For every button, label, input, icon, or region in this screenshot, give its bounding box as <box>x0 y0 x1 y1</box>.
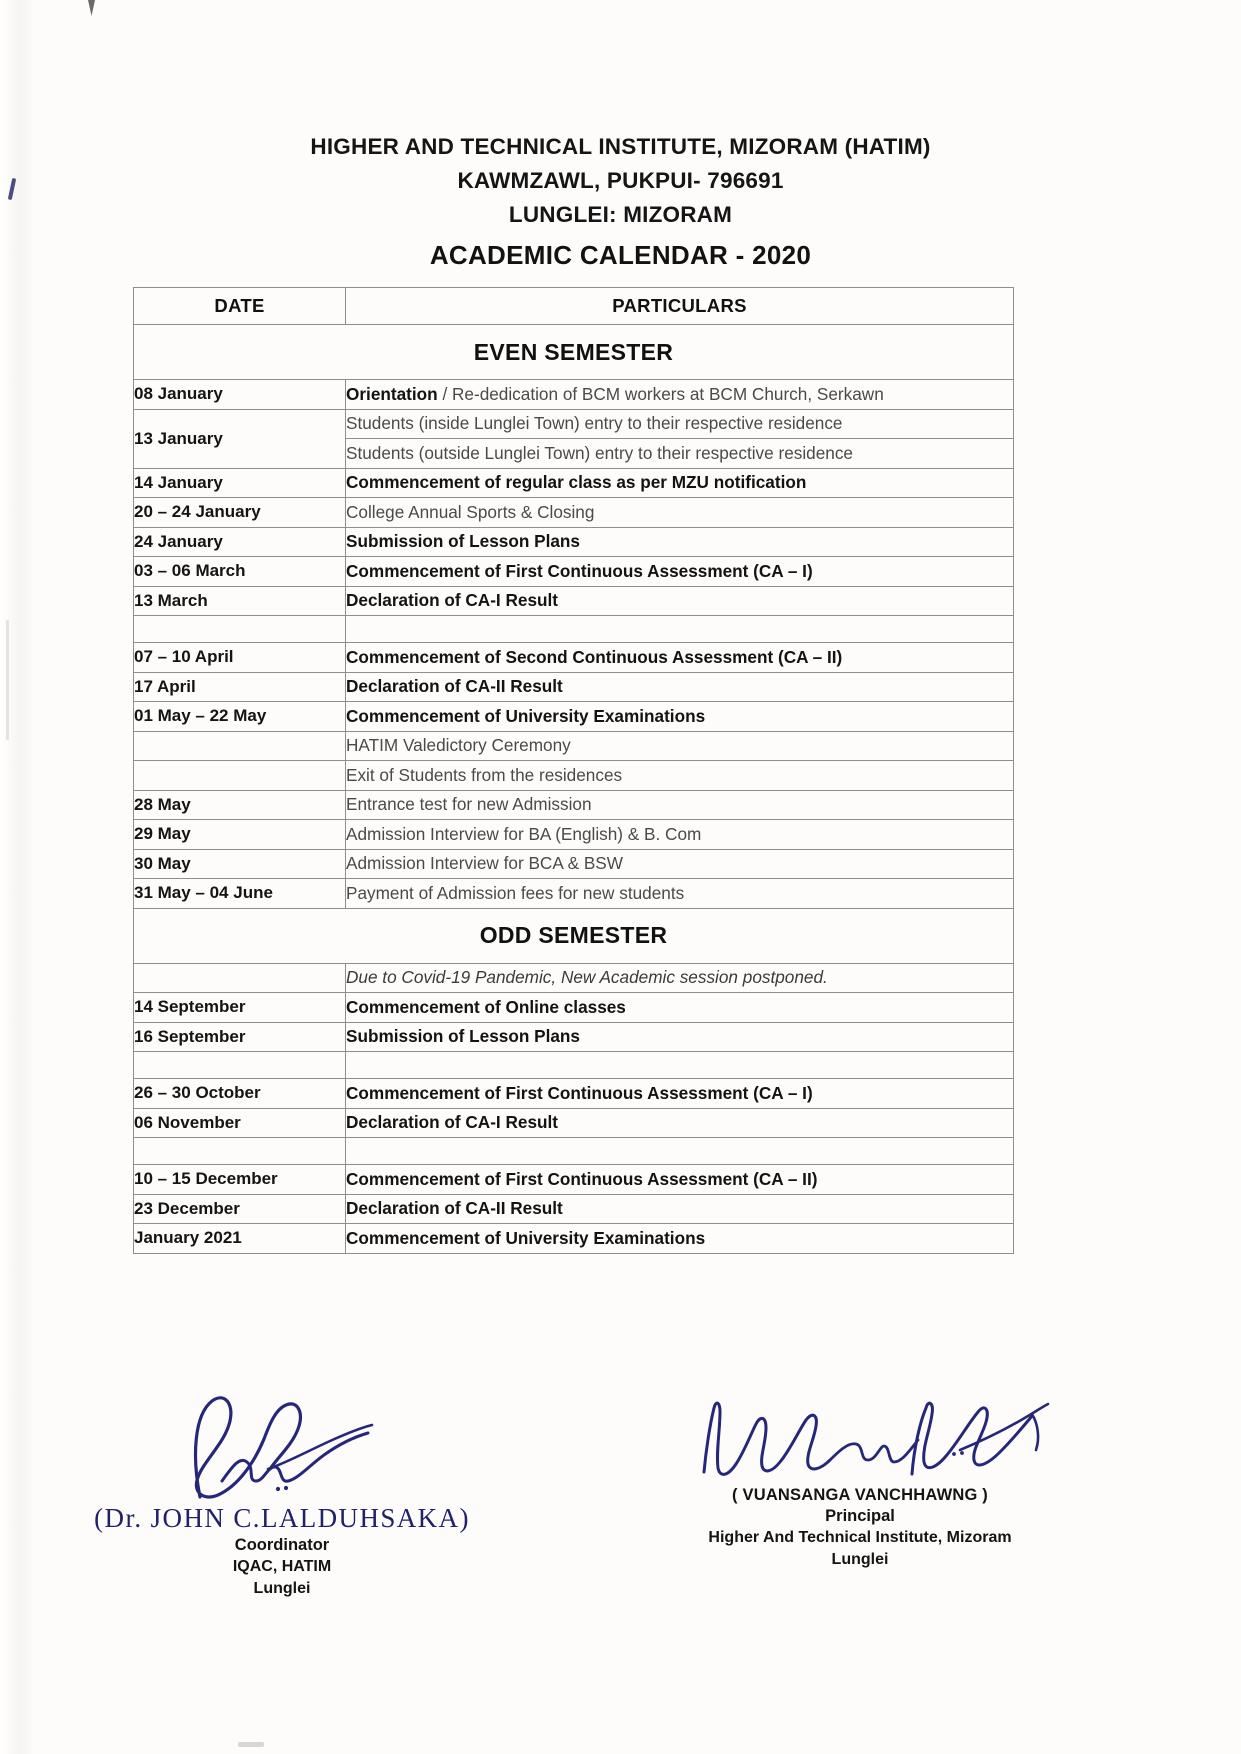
row-date: 29 May <box>134 820 346 850</box>
page-title: ACADEMIC CALENDAR - 2020 <box>429 240 812 270</box>
odd-semester-heading: ODD SEMESTER <box>134 908 1014 963</box>
row-date: 01 May – 22 May <box>134 702 346 732</box>
row-date: 30 May <box>134 849 346 879</box>
row-date: 17 April <box>134 672 346 702</box>
signature-role-coordinator: Coordinator <box>234 1536 330 1554</box>
table-row <box>134 879 1014 909</box>
scan-artifact-edge-line <box>6 620 9 740</box>
row-particulars: Declaration of CA-II Result <box>346 672 1014 702</box>
odd-semester-title-row <box>134 908 1014 963</box>
table-row <box>134 672 1014 702</box>
table-row <box>134 1165 1014 1195</box>
row-date <box>134 1052 346 1079</box>
row-date <box>134 1138 346 1165</box>
row-date: 14 January <box>134 468 346 498</box>
table-row <box>134 790 1014 820</box>
institute-district: LUNGLEI: MIZORAM <box>508 202 733 227</box>
scan-artifact-bottom-mark <box>238 1742 264 1747</box>
row-date: 16 September <box>134 1022 346 1052</box>
signature-name-coordinator: (Dr. JOHN C.LALDUHSAKA) <box>94 1503 470 1533</box>
row-date: 14 September <box>134 993 346 1023</box>
row-particulars: College Annual Sports & Closing <box>346 498 1014 528</box>
row-particulars: Commencement of First Continuous Assessment (CA – I) <box>346 1079 1014 1109</box>
row-date: 26 – 30 October <box>134 1079 346 1109</box>
table-row <box>134 993 1014 1023</box>
table-spacer-row <box>134 1138 1014 1165</box>
row-date: 10 – 15 December <box>134 1165 346 1195</box>
row-date: 28 May <box>134 790 346 820</box>
row-date: 13 January <box>134 409 346 468</box>
row-particulars: Commencement of First Continuous Assessment (CA – II) <box>346 1165 1014 1195</box>
row-date <box>134 963 346 993</box>
row-particulars: Payment of Admission fees for new students <box>346 879 1014 909</box>
signature-name-principal: ( VUANSANGA VANCHHAWNG ) <box>732 1486 988 1504</box>
row-date <box>134 761 346 791</box>
row-particulars: Commencement of Online classes <box>346 993 1014 1023</box>
row-particulars: Exit of Students from the residences <box>346 761 1014 791</box>
signature-block-principal <box>660 1390 1060 1571</box>
table-row <box>134 1022 1014 1052</box>
row-date: 03 – 06 March <box>134 557 346 587</box>
table-row <box>134 1224 1014 1254</box>
column-header-particulars: PARTICULARS <box>346 288 1014 325</box>
institute-name: HIGHER AND TECHNICAL INSTITUTE, MIZORAM (HATIM) <box>310 134 931 159</box>
even-semester-heading: EVEN SEMESTER <box>134 325 1014 380</box>
table-row <box>134 820 1014 850</box>
table-row <box>134 468 1014 498</box>
table-row <box>134 963 1014 993</box>
row-particulars-rest: / Re-dedication of BCM workers at BCM Church, Serkawn <box>437 383 884 404</box>
column-header-date: DATE <box>134 288 346 325</box>
table-row <box>134 643 1014 673</box>
handwritten-signature-coordinator <box>72 1385 492 1503</box>
signature-block-coordinator <box>72 1385 492 1600</box>
handwritten-signature-principal <box>660 1390 1060 1486</box>
table-spacer-row <box>134 616 1014 643</box>
row-date: 23 December <box>134 1194 346 1224</box>
signature-org-principal: Higher And Technical Institute, Mizoram <box>708 1529 1012 1546</box>
row-date: 08 January <box>134 380 346 410</box>
row-particulars: Admission Interview for BA (English) & B. Com <box>346 820 1014 850</box>
table-row <box>134 1079 1014 1109</box>
row-date: 24 January <box>134 527 346 557</box>
table-row <box>134 1194 1014 1224</box>
signature-role-principal: Principal <box>825 1507 895 1525</box>
row-particulars: Commencement of University Examinations <box>346 702 1014 732</box>
row-particulars: Declaration of CA-II Result <box>346 1194 1014 1224</box>
row-particulars: Due to Covid-19 Pandemic, New Academic session postponed. <box>346 963 1014 993</box>
row-particulars <box>346 616 1014 643</box>
table-row <box>134 557 1014 587</box>
even-semester-title-row <box>134 325 1014 380</box>
row-date: 31 May – 04 June <box>134 879 346 909</box>
row-date: January 2021 <box>134 1224 346 1254</box>
table-row <box>134 1108 1014 1138</box>
table-row <box>134 586 1014 616</box>
signature-place-principal: Lunglei <box>831 1551 889 1568</box>
table-row <box>134 380 1014 410</box>
table-row <box>134 409 1014 439</box>
row-date: 13 March <box>134 586 346 616</box>
row-date: 20 – 24 January <box>134 498 346 528</box>
academic-calendar-table <box>133 287 1014 1254</box>
row-particulars <box>346 1138 1014 1165</box>
row-particulars: Submission of Lesson Plans <box>346 527 1014 557</box>
row-date <box>134 616 346 643</box>
row-particulars: Commencement of First Continuous Assessment (CA – I) <box>346 557 1014 587</box>
row-particulars: Submission of Lesson Plans <box>346 1022 1014 1052</box>
table-row <box>134 849 1014 879</box>
table-header-row <box>134 288 1014 325</box>
row-particulars: Commencement of University Examinations <box>346 1224 1014 1254</box>
signature-org-coordinator: IQAC, HATIM <box>232 1558 332 1575</box>
table-row <box>134 527 1014 557</box>
table-row <box>134 702 1014 732</box>
institute-address: KAWMZAWL, PUKPUI- 796691 <box>457 168 784 193</box>
scan-artifact-top-mark <box>88 0 95 16</box>
row-particulars: Commencement of regular class as per MZU notification <box>346 468 1014 498</box>
table-spacer-row <box>134 1052 1014 1079</box>
row-particulars <box>346 380 1014 410</box>
row-particulars-bold: Orientation <box>346 383 438 404</box>
row-particulars: Declaration of CA-I Result <box>346 1108 1014 1138</box>
row-date: 07 – 10 April <box>134 643 346 673</box>
signature-place-coordinator: Lunglei <box>253 1580 311 1597</box>
table-row <box>134 761 1014 791</box>
row-particulars: Entrance test for new Admission <box>346 790 1014 820</box>
row-date: 06 November <box>134 1108 346 1138</box>
row-particulars: Students (outside Lunglei Town) entry to their respective residence <box>346 439 1014 469</box>
table-row <box>134 731 1014 761</box>
row-particulars: Admission Interview for BCA & BSW <box>346 849 1014 879</box>
document-header <box>0 130 1241 278</box>
row-particulars: Students (inside Lunglei Town) entry to their respective residence <box>346 409 1014 439</box>
table-body <box>134 325 1014 1254</box>
row-date <box>134 731 346 761</box>
row-particulars <box>346 1052 1014 1079</box>
row-particulars: HATIM Valedictory Ceremony <box>346 731 1014 761</box>
row-particulars: Declaration of CA-I Result <box>346 586 1014 616</box>
row-particulars: Commencement of Second Continuous Assessment (CA – II) <box>346 643 1014 673</box>
table-row <box>134 498 1014 528</box>
